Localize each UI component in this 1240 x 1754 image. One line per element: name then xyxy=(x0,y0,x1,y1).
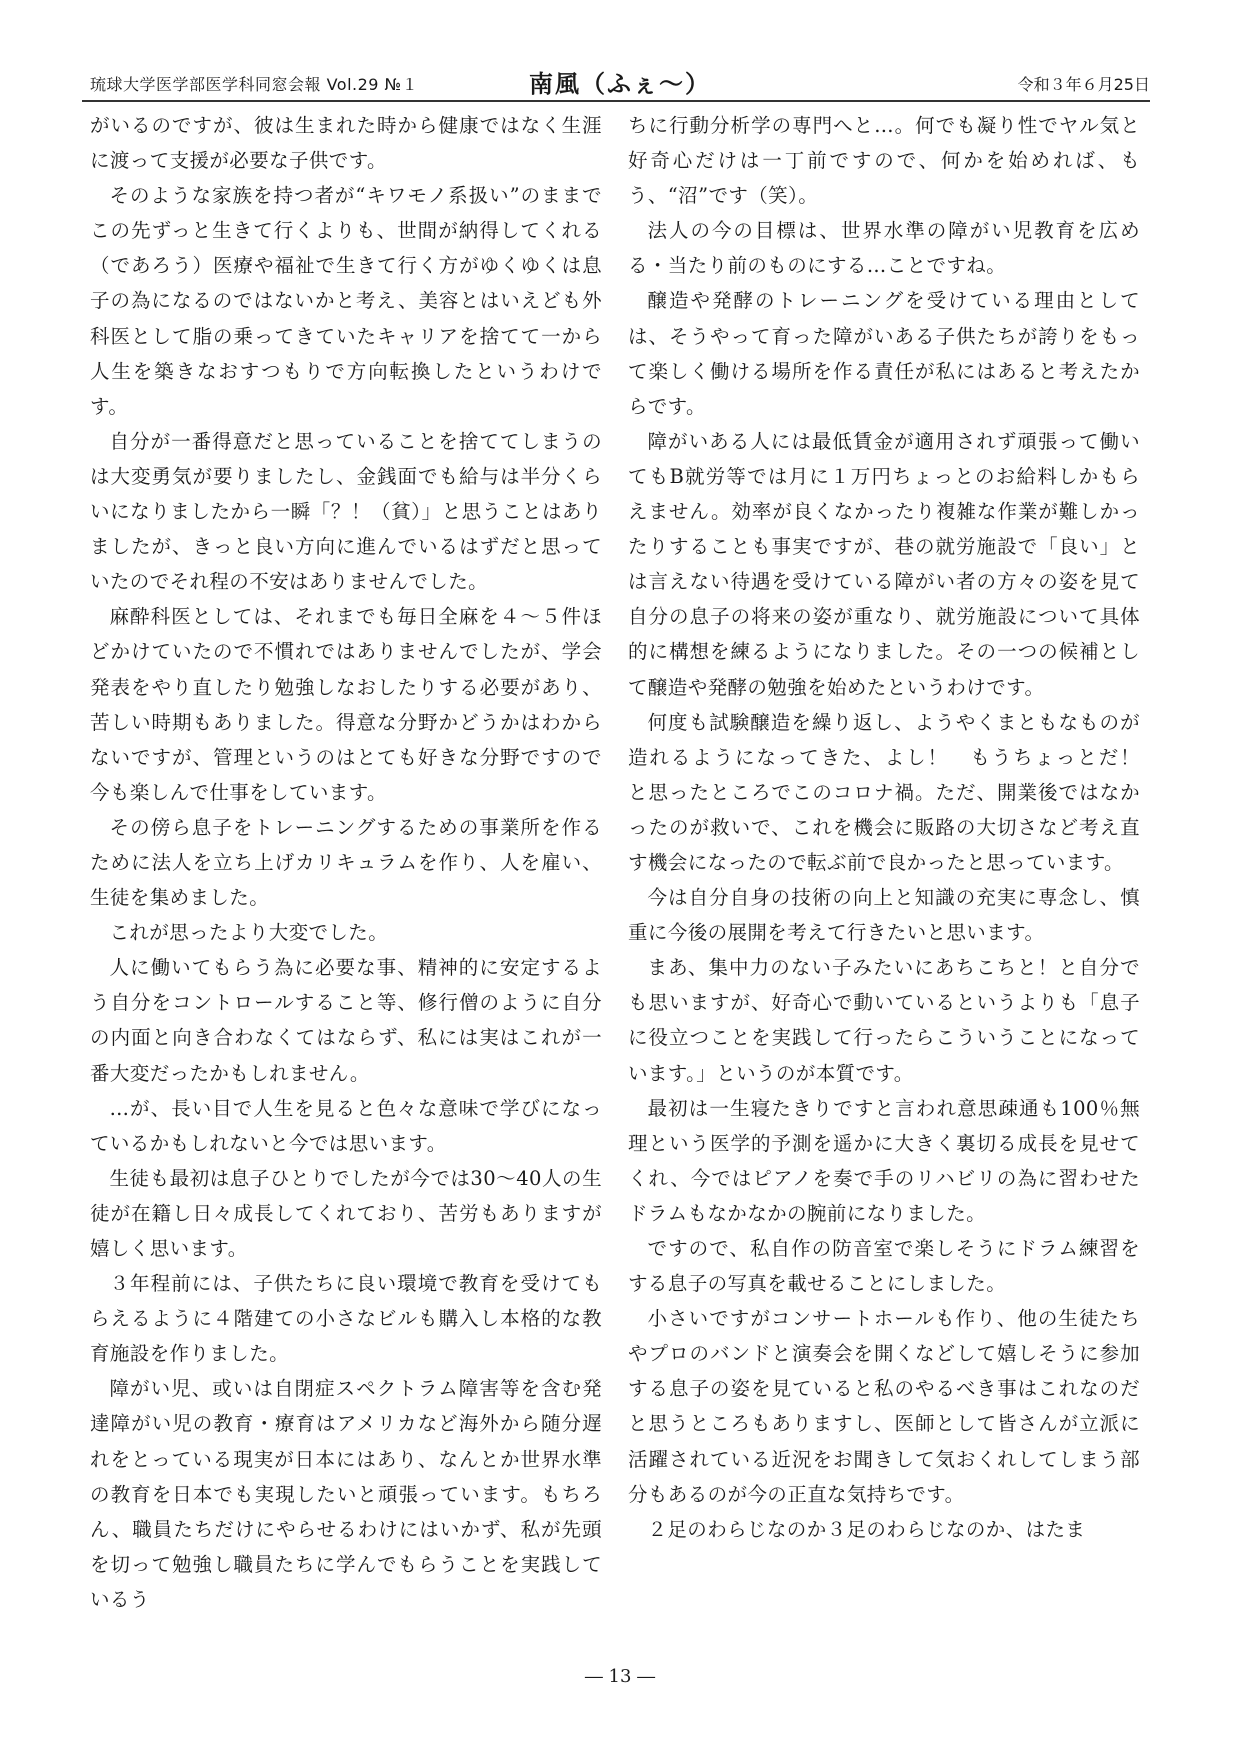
paragraph: 醸造や発酵のトレーニングを受けている理由としては、そうやって育った障がいある子供たちが誇りをもって楽しく働ける場所を作る責任が私にはあると考えたからです。 xyxy=(628,289,1140,418)
right-column xyxy=(628,108,1160,1648)
paragraph: 人に働いてもらう為に必要な事、精神的に安定するよう自分をコントロールすること等、修行僧のように自分の内面と向き合わなくてはならず、私には実はこれが一番大変だったかもしれません。 xyxy=(90,956,602,1085)
paragraph: まあ、集中力のない子みたいにあちこちと！と自分でも思いますが、好奇心で動いているというよりも「息子に役立つことを実践して行ったらこういうことになっています。」というのが本質です。 xyxy=(628,956,1140,1085)
left-column xyxy=(90,108,602,1648)
paragraph: ですので、私自作の防音室で楽しそうにドラム練習をする息子の写真を載せることにしました。 xyxy=(628,1237,1140,1296)
newsletter-title: 南風（ふぇ〜） xyxy=(529,69,711,98)
publication-name: 琉球大学医学部医学科同窓会報 Vol.29 №１ xyxy=(90,75,419,94)
paragraph: 今は自分自身の技術の向上と知識の充実に専念し、慎重に今後の展開を考えて行きたいと思います。 xyxy=(628,886,1140,945)
paragraph: 法人の今の目標は、世界水準の障がい児教育を広める・当たり前のものにする…ことですね。 xyxy=(628,219,1140,278)
paragraph: 最初は一生寝たきりですと言われ意思疎通も100％無理という医学的予測を遥かに大きく裏切る成長を見せてくれ、今ではピアノを奏で手のリハビリの為に習わせたドラムもなかなかの腕前になりました。 xyxy=(628,1096,1140,1225)
paragraph: これが思ったより大変でした。 xyxy=(109,921,389,945)
paragraph: 生徒も最初は息子ひとりでしたが今では30〜40人の生徒が在籍し日々成長してくれており、苦労もありますが嬉しく思います。 xyxy=(90,1166,602,1260)
paragraph: ２足のわらじなのか３足のわらじなのか、はたま xyxy=(647,1517,1086,1541)
paragraph: その傍ら息子をトレーニングするための事業所を作るために法人を立ち上げカリキュラムを作り、人を雇い、生徒を集めました。 xyxy=(90,815,602,910)
paragraph: 障がい児、或いは自閉症スペクトラム障害等を含む発達障がい児の教育・療育はアメリカなど海外から随分遅れをとっている現実が日本にはあり、なんとか世界水準の教育を日本でも実現したいと頑張っています。もちろん、職員たちだけにやらせるわけにはいかず、私が先頭を切って勉強し職員たちに学んでもらうことを実践しているう xyxy=(90,1377,602,1611)
paragraph: そのような家族を持つ者が“キワモノ系扱い”のままでこの先ずっと生きて行くよりも、世間が納得してくれる（であろう）医療や福祉で生きて行く方がゆくゆくは息子の為になるのではないかと考え、美容とはいえども外科医として脂の乗ってきていたキャリアを捨てて一から人生を築きなおすつもりで方向転換したというわけです。 xyxy=(90,184,602,418)
paragraph: …が、長い目で人生を見ると色々な意味で学びになっているかもしれないと今では思います。 xyxy=(90,1096,602,1155)
paragraph: 麻酔科医としては、それまでも毎日全麻を４〜５件ほどかけていたので不慣れではありませんでしたが、学会発表をやり直したり勉強しなおしたりする必要があり、苦しい時期もありました。得意な分野かどうかはわからないですが、管理というのはとても好きな分野ですので今も楽しんで仕事をしています。 xyxy=(90,605,602,804)
paragraph: 何度も試験醸造を繰り返し、ようやくまともなものが造れるようになってきた、よし！ もうちょっとだ！ と思ったところでこのコロナ禍。ただ、開業後ではなかったのが救いで、これを機会に販路の大切さなど考え直す機会になったので転ぶ前で良かったと思っています。 xyxy=(628,710,1160,874)
issue-date: 令和３年６月25日 xyxy=(1017,75,1150,94)
paragraph: ちに行動分析学の専門へと…。何でも凝り性でヤル気と好奇心だけは一丁前ですので、何かを始めれば、もう、“沼”です（笑）。 xyxy=(628,114,1140,208)
page-header xyxy=(90,64,1150,98)
paragraph: 障がいある人には最低賃金が適用されず頑張って働いてもB就労等では月に１万円ちょっとのお給料しかもらえません。効率が良くなかったり複雑な作業が難しかったりすることも事実ですが、巷の就労施設で「良い」とは言えない待遇を受けている障がい者の方々の姿を見て自分の息子の将来の姿が重なり、就労施設について具体的に構想を練るようになりました。その一つの候補として醸造や発酵の勉強を始めたというわけです。 xyxy=(628,429,1140,699)
paragraph: がいるのですが、彼は生まれた時から健康ではなく生涯に渡って支援が必要な子供です。 xyxy=(90,114,602,173)
page-number: ― 13 ― xyxy=(584,1666,656,1687)
header-rule xyxy=(82,100,1150,102)
paragraph: ３年程前には、子供たちに良い環境で教育を受けてもらえるように４階建ての小さなビルも購入し本格的な教育施設を作りました。 xyxy=(90,1272,602,1366)
paragraph: 小さいですがコンサートホールも作り、他の生徒たちやプロのバンドと演奏会を開くなどして嬉しそうに参加する息子の姿を見ていると私のやるべき事はこれなのだと思うところもありますし、医師として皆さんが立派に活躍されている近況をお聞きして気おくれしてしまう部分もあるのが今の正直な気持ちです。 xyxy=(628,1307,1140,1506)
paragraph: 自分が一番得意だと思っていることを捨ててしまうのは大変勇気が要りましたし、金銭面でも給与は半分くらいになりましたから一瞬「？！（貧）」と思うことはありましたが、きっと良い方向に進んでいるはずだと思っていたのでそれ程の不安はありませんでした。 xyxy=(90,429,602,594)
